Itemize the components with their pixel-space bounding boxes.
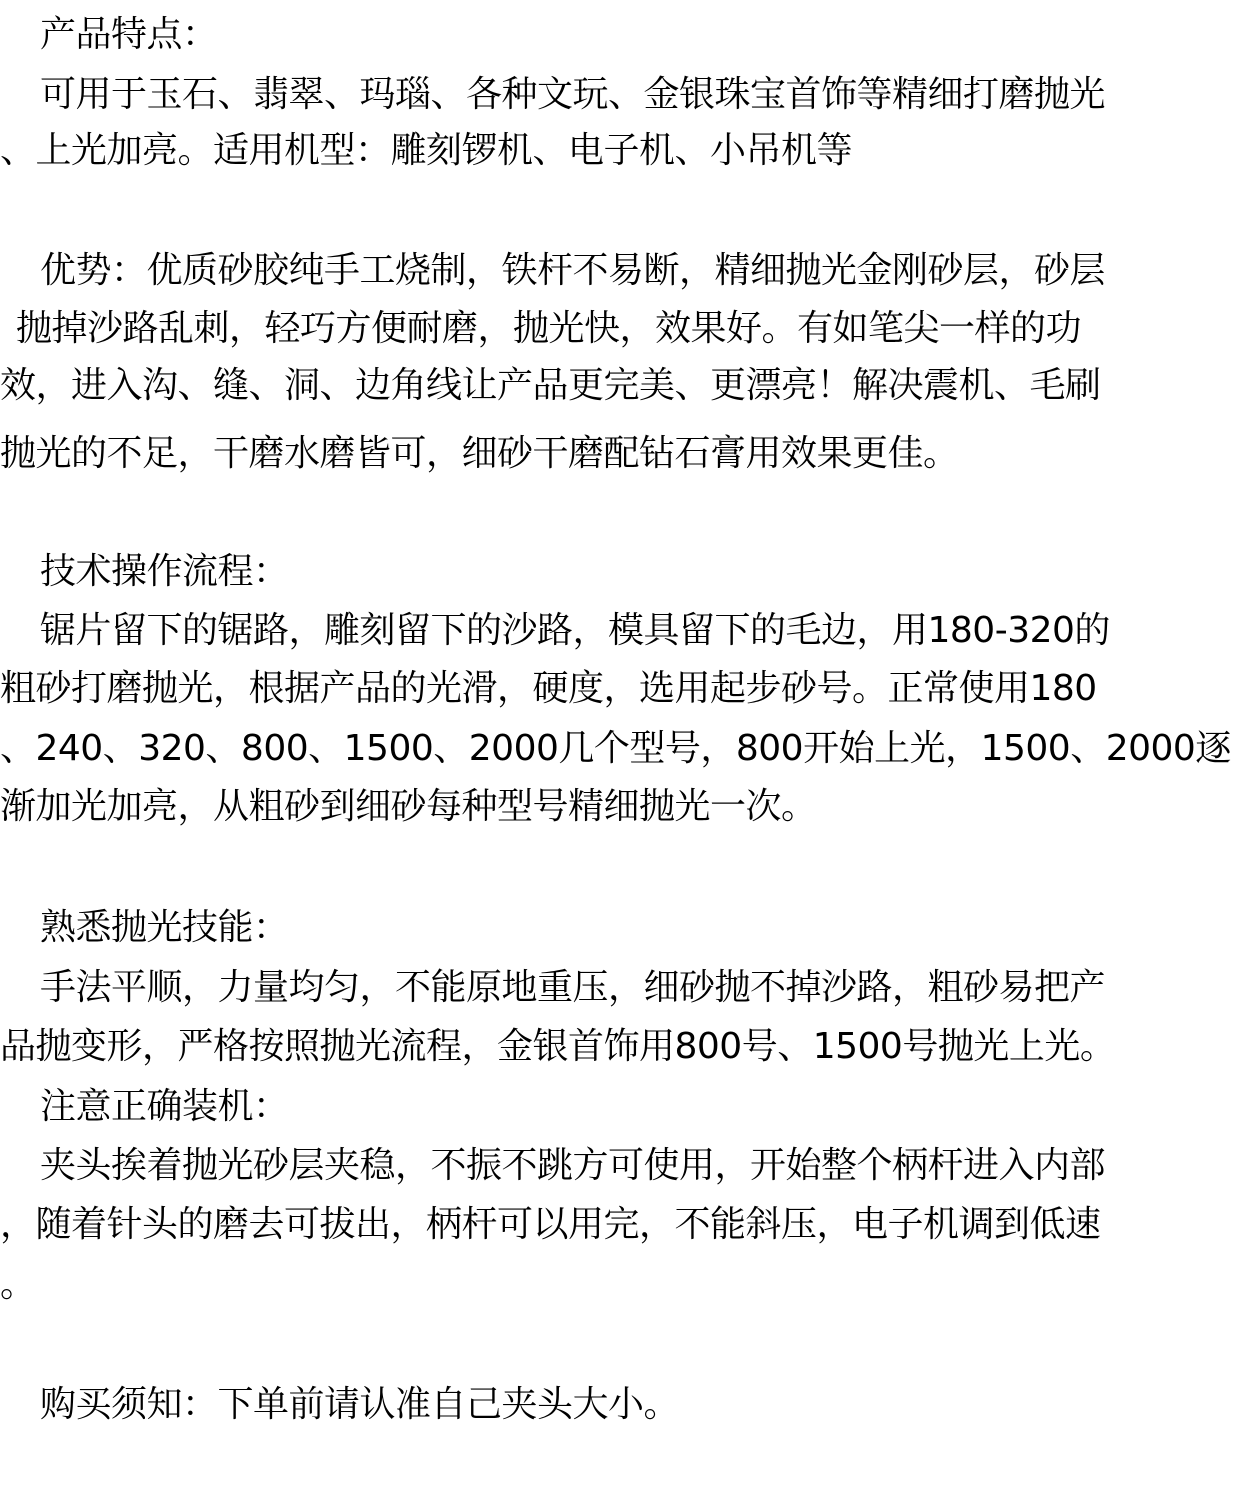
section-heading-process: 技术操作流程： xyxy=(40,551,289,592)
process-line-1: 锯片留下的锯路，雕刻留下的沙路，模具留下的毛边，用180-320的 xyxy=(40,610,1110,651)
advantages-line-1: 优势：优质砂胶纯手工烧制，铁杆不易断，精细抛光金刚砂层，砂层 xyxy=(40,250,1106,291)
features-line-1: 可用于玉石、翡翠、玛瑙、各种文玩、金银珠宝首饰等精细打磨抛光 xyxy=(40,74,1106,115)
advantages-line-3: 效，进入沟、缝、洞、边角线让产品更完美、更漂亮！解决震机、毛刷 xyxy=(0,365,1101,406)
process-line-2: 粗砂打磨抛光，根据产品的光滑，硬度，选用起步砂号。正常使用180 xyxy=(0,668,1097,709)
advantages-line-2: 抛掉沙路乱刺，轻巧方便耐磨，抛光快，效果好。有如笔尖一样的功 xyxy=(16,308,1082,349)
process-line-3: 、240、320、800、1500、2000几个型号，800开始上光，1500、2000逐 xyxy=(0,728,1231,769)
features-line-2: 、上光加亮。适用机型：雕刻锣机、电子机、小吊机等 xyxy=(0,130,853,171)
install-line-3: 。 xyxy=(0,1264,36,1305)
process-line-4: 渐加光加亮，从粗砂到细砂每种型号精细抛光一次。 xyxy=(0,786,817,827)
section-heading-features: 产品特点： xyxy=(40,14,218,55)
install-line-2: ，随着针头的磨去可拔出，柄杆可以用完，不能斜压，电子机调到低速 xyxy=(0,1204,1101,1245)
section-heading-skills: 熟悉抛光技能： xyxy=(40,907,289,948)
skills-line-2: 品抛变形，严格按照抛光流程，金银首饰用800号、1500号抛光上光。 xyxy=(0,1026,1116,1067)
purchase-notice: 购买须知：下单前请认准自己夹头大小。 xyxy=(40,1384,680,1425)
install-line-1: 夹头挨着抛光砂层夹稳，不振不跳方可使用，开始整个柄杆进入内部 xyxy=(40,1145,1106,1186)
section-heading-install: 注意正确装机： xyxy=(40,1086,289,1127)
skills-line-1: 手法平顺，力量均匀，不能原地重压，细砂抛不掉沙路，粗砂易把产 xyxy=(40,967,1106,1008)
advantages-line-4: 抛光的不足，干磨水磨皆可，细砂干磨配钻石膏用效果更佳。 xyxy=(0,433,959,474)
